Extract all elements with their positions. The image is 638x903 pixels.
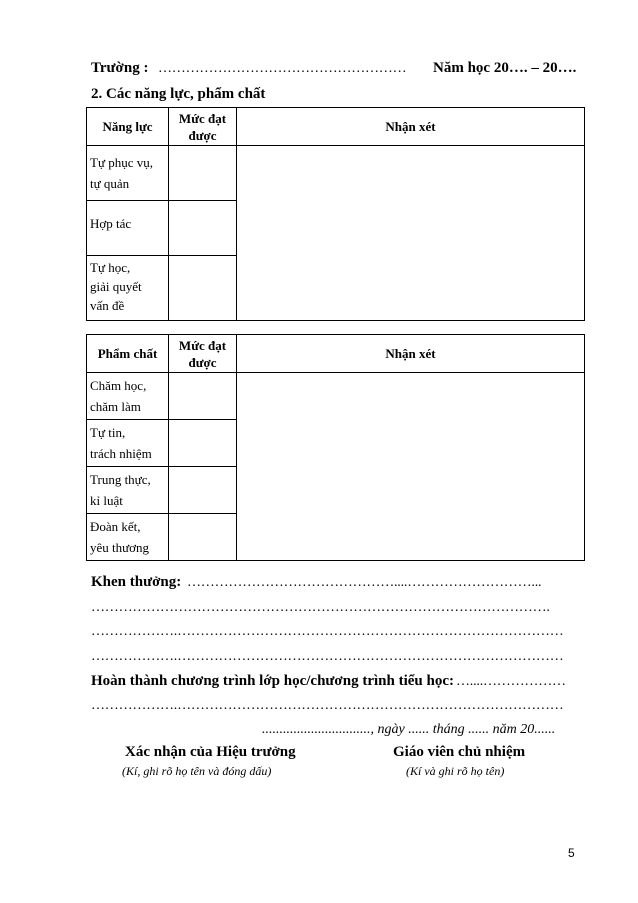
- section-title: 2. Các năng lực, phẩm chất: [91, 86, 266, 102]
- level-cell[interactable]: [169, 514, 237, 561]
- competency-table: [86, 107, 585, 321]
- competency-row-label: Tự học, giải quyết vấn đề: [87, 256, 169, 321]
- school-label: Trường :: [91, 60, 149, 76]
- commend-label: Khen thưởng:: [91, 574, 182, 590]
- commend-line[interactable]: ……………………………………………………………………………………….: [91, 600, 550, 615]
- teacher-title: Giáo viên chủ nhiệm: [393, 744, 526, 760]
- completion-blank[interactable]: …....………………: [456, 674, 566, 689]
- quality-table: [86, 334, 585, 561]
- completion-line[interactable]: ……………….…………………………………………………………………………: [91, 698, 564, 713]
- quality-row-label: Chăm học, chăm làm: [87, 373, 169, 420]
- level-cell[interactable]: [169, 467, 237, 514]
- principal-note: (Kí, ghi rõ họ tên và đóng dấu): [122, 764, 272, 778]
- school-year-label: Năm học 20…. – 20….: [433, 60, 577, 76]
- date-line[interactable]: ..............................., ngày ...... tháng ...... năm 20......: [262, 722, 556, 737]
- level-header: Mức đạt được: [169, 108, 237, 146]
- teacher-note: (Kí và ghi rõ họ tên): [406, 764, 505, 778]
- quality-row-label: Trung thực, kỉ luật: [87, 467, 169, 514]
- commend-blank[interactable]: ………………………………………....………………………...: [187, 575, 542, 590]
- competency-row-label: Tự phục vụ, tự quản: [87, 146, 169, 201]
- competency-row-label: Hợp tác: [87, 201, 169, 256]
- level-cell[interactable]: [169, 201, 237, 256]
- comment-header: Nhận xét: [237, 335, 585, 373]
- quality-row-label: Tự tin, trách nhiệm: [87, 420, 169, 467]
- principal-title: Xác nhận của Hiệu trưởng: [125, 744, 296, 760]
- comment-cell[interactable]: [237, 373, 585, 561]
- comment-cell[interactable]: [237, 146, 585, 321]
- commend-line[interactable]: ……………….…………………………………………………………………………: [91, 649, 564, 664]
- commend-line[interactable]: ……………….…………………………………………………………………………: [91, 624, 564, 639]
- completion-label: Hoàn thành chương trình lớp học/chương trình tiểu học:: [91, 673, 454, 689]
- competency-header: Năng lực: [87, 108, 169, 146]
- quality-row-label: Đoàn kết, yêu thương: [87, 514, 169, 561]
- comment-header: Nhận xét: [237, 108, 585, 146]
- level-cell[interactable]: [169, 420, 237, 467]
- school-name-blank: ………………………………………………: [158, 61, 407, 76]
- level-cell[interactable]: [169, 146, 237, 201]
- level-header: Mức đạt được: [169, 335, 237, 373]
- level-cell[interactable]: [169, 373, 237, 420]
- quality-header: Phẩm chất: [87, 335, 169, 373]
- level-cell[interactable]: [169, 256, 237, 321]
- page-number: 5: [568, 846, 575, 860]
